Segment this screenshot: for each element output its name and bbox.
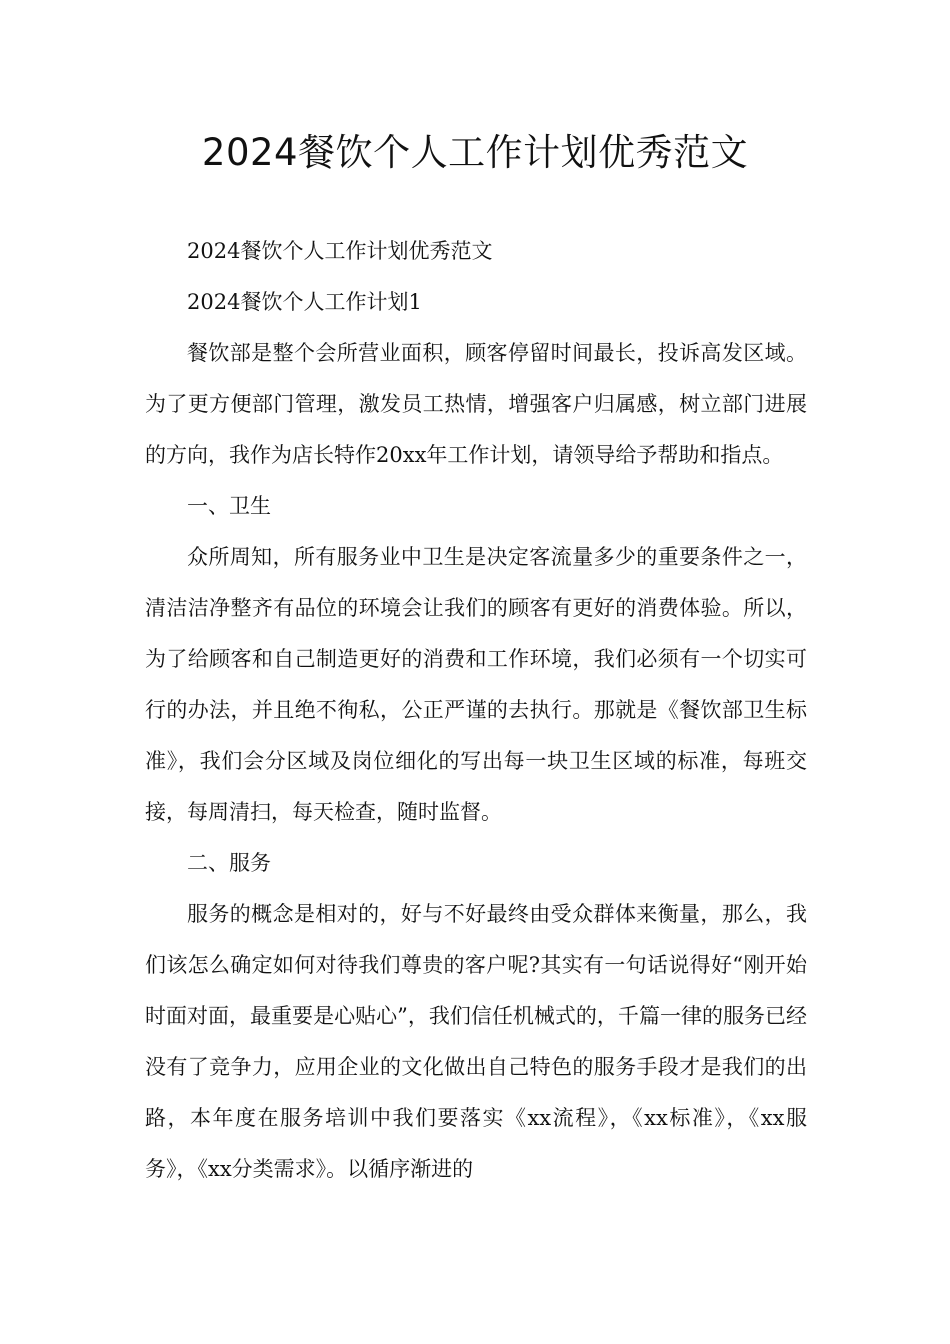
paragraph-subtitle: 2024餐饮个人工作计划优秀范文: [187, 239, 493, 263]
paragraph-service: 服务的概念是相对的，好与不好最终由受众群体来衡量，那么，我们该怎么确定如何对待我们尊贵的客户呢?其实有一句话说得好“刚开始时面对面，最重要是心贴心”，我们信任机械式的，千篇一律的服务已经没有了竞争力，应用企业的文化做出自己特色的服务手段才是我们的出路，本年度在服务培训中我们要落实《xx流程》，《xx标准》，《xx服务》，《xx分类需求》。以循序渐进的: [145, 902, 807, 1181]
heading-hygiene: 一、卫生: [187, 494, 271, 518]
paragraph-intro: 餐饮部是整个会所营业面积，顾客停留时间最长，投诉高发区域。为了更方便部门管理，激发员工热情，增强客户归属感，树立部门进展的方向，我作为店长特作20xx年工作计划，请领导给予帮助和指点。: [145, 341, 807, 467]
heading-service: 二、服务: [187, 851, 271, 875]
paragraph-section-heading: 2024餐饮个人工作计划1: [187, 290, 422, 314]
paragraph-hygiene: 众所周知，所有服务业中卫生是决定客流量多少的重要条件之一，清洁洁净整齐有品位的环境会让我们的顾客有更好的消费体验。所以，为了给顾客和自己制造更好的消费和工作环境，我们必须有一个切实可行的办法，并且绝不徇私，公正严谨的去执行。那就是《餐饮部卫生标准》，我们会分区域及岗位细化的写出每一块卫生区域的标准，每班交接，每周清扫，每天检查，随时监督。: [145, 545, 807, 824]
document-title: 2024餐饮个人工作计划优秀范文: [201, 131, 749, 174]
document-body: [145, 226, 807, 1195]
